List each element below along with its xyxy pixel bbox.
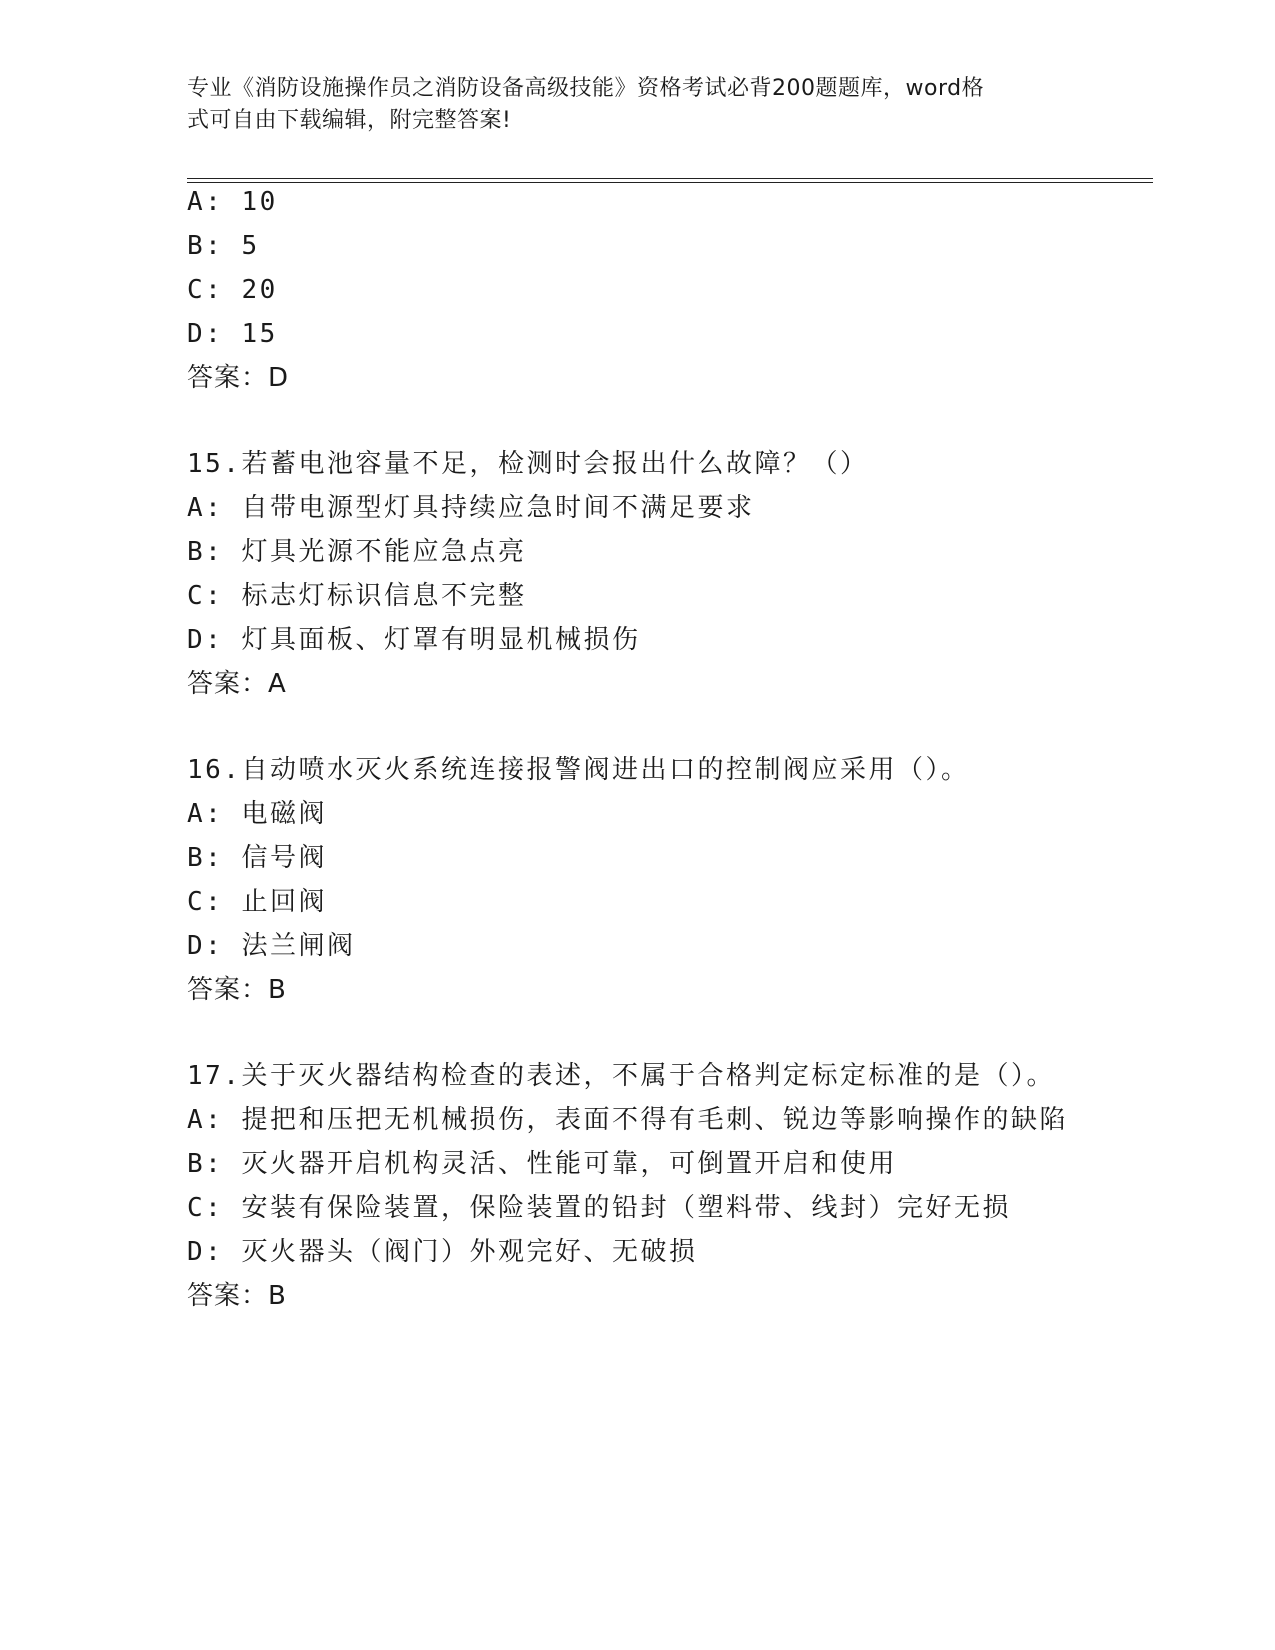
q16-answer: 答案：B [187,975,287,1005]
q14-answer: 答案：D [187,363,290,393]
q14-option-b: B: 5 [187,231,260,261]
q17-question: 17.关于灭火器结构检查的表述，不属于合格判定标定标准的是（）。 [187,1061,1055,1091]
q16-option-d: D: 法兰闸阀 [187,931,356,961]
q15-option-a: A: 自带电源型灯具持续应急时间不满足要求 [187,493,755,523]
q15-question: 15.若蓄电池容量不足，检测时会报出什么故障？（） [187,449,869,479]
q15-option-c: C: 标志灯标识信息不完整 [187,581,527,611]
q16-option-c: C: 止回阀 [187,887,327,917]
q16-question: 16.自动喷水灭火系统连接报警阀进出口的控制阀应采用（）。 [187,755,970,785]
q15-option-b: B: 灯具光源不能应急点亮 [187,537,527,567]
q17-option-d: D: 灭火器头（阀门）外观完好、无破损 [187,1237,698,1267]
q16-option-b: B: 信号阀 [187,843,327,873]
q14-option-d: D: 15 [187,319,278,349]
header-line-2: 式可自由下载编辑，附完整答案! [187,108,512,133]
q17-option-a: A: 提把和压把无机械损伤，表面不得有毛刺、锐边等影响操作的缺陷 [187,1105,1068,1135]
q14-option-c: C: 20 [187,275,278,305]
header-line-1: 专业《消防设施操作员之消防设备高级技能》资格考试必背200题题库，word格 [187,76,985,101]
q16-option-a: A: 电磁阀 [187,799,327,829]
q17-option-b: B: 灭火器开启机构灵活、性能可靠，可倒置开启和使用 [187,1149,897,1179]
header-divider [187,178,1153,183]
q15-answer: 答案：A [187,669,287,699]
document-header [187,73,1067,137]
q14-option-a: A: 10 [187,187,278,217]
q17-option-c: C: 安装有保险装置，保险装置的铅封（塑料带、线封）完好无损 [187,1193,1011,1223]
q15-option-d: D: 灯具面板、灯罩有明显机械损伤 [187,625,641,655]
q17-answer: 答案：B [187,1281,287,1311]
